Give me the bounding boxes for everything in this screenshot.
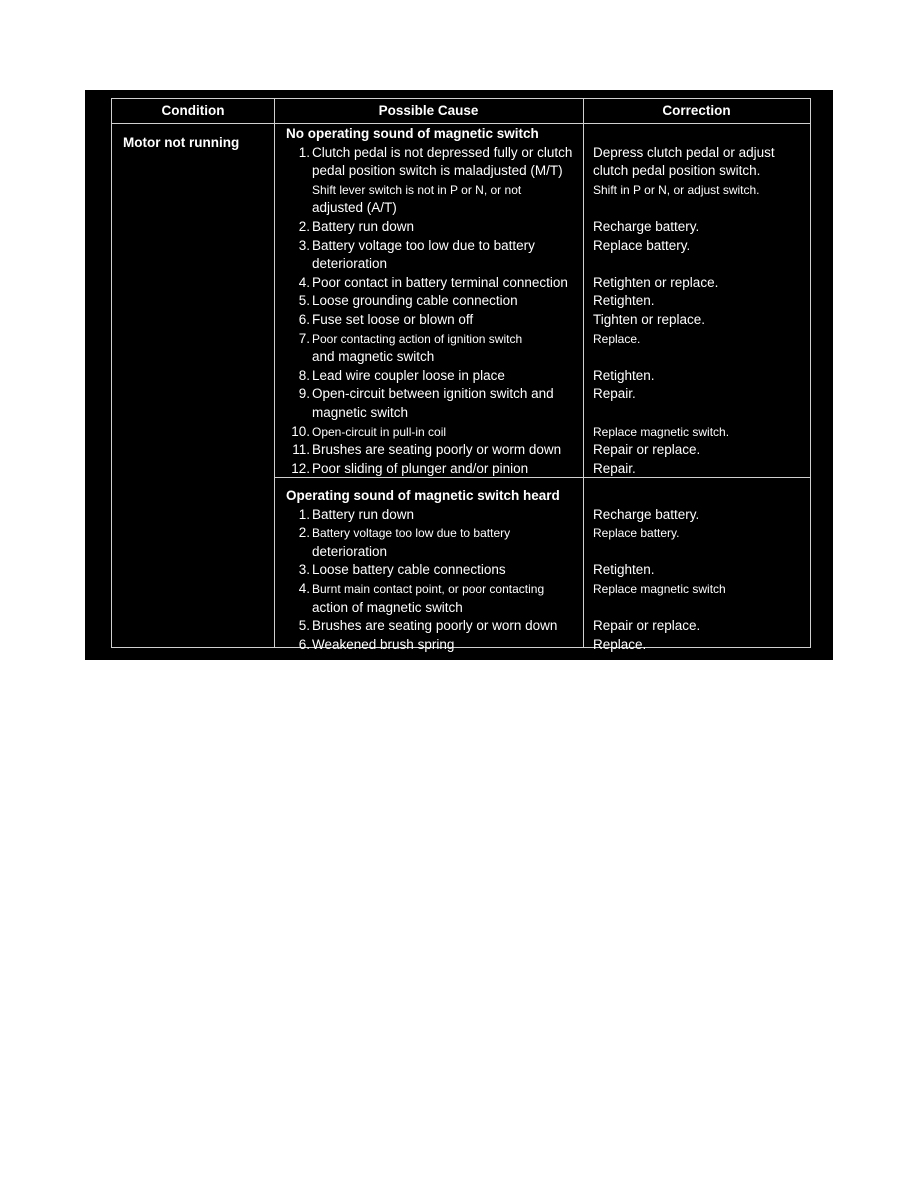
cause-line: Burnt main contact point, or poor contacting (312, 581, 545, 596)
cause-line: Battery run down (312, 506, 415, 522)
correction-line: Retighten. (593, 293, 655, 309)
cause-line: Open-circuit in pull-in coil (312, 424, 447, 439)
item-number: 3. (298, 562, 310, 578)
item-number: 10. (291, 423, 310, 439)
condition-cell: Motor not running (123, 135, 240, 150)
cause-line: Poor contacting action of ignition switch (312, 331, 523, 346)
cause-line: adjusted (A/T) (312, 200, 397, 216)
item-number: 3. (298, 237, 310, 253)
correction-line: Repair. (593, 460, 636, 476)
cause-line: Poor contact in battery terminal connection (312, 274, 568, 290)
correction-line: Replace battery. (593, 526, 680, 541)
cause-line: Lead wire coupler loose in place (312, 367, 505, 383)
item-number: 7. (298, 330, 310, 346)
item-number: 6. (298, 311, 310, 327)
cause-line: Clutch pedal is not depressed fully or clutch (312, 144, 573, 160)
header-correction: Correction (662, 103, 731, 118)
group-title: Operating sound of magnetic switch heard (286, 488, 560, 503)
correction-line: Repair. (593, 386, 636, 402)
cause-line: pedal position switch is maladjusted (M/T) (312, 163, 563, 179)
column-divider (274, 99, 275, 647)
group-title: No operating sound of magnetic switch (286, 126, 539, 141)
item-number: 12. (291, 460, 310, 476)
correction-line: Replace magnetic switch. (593, 424, 730, 439)
item-number: 4. (298, 274, 310, 290)
item-number: 4. (298, 580, 310, 596)
item-number: 1. (298, 506, 310, 522)
cause-line: Shift lever switch is not in P or N, or not (312, 182, 522, 197)
correction-line: Depress clutch pedal or adjust (593, 144, 775, 160)
correction-line: Recharge battery. (593, 506, 700, 522)
header-possible-cause: Possible Cause (378, 103, 479, 118)
item-number: 5. (298, 293, 310, 309)
header-condition: Condition (161, 103, 225, 118)
cause-line: deterioration (312, 256, 388, 272)
cause-line: Brushes are seating poorly or worm down (312, 442, 562, 458)
cause-line: Loose battery cable connections (312, 562, 506, 578)
header-rule (112, 123, 810, 124)
cause-line: deterioration (312, 543, 388, 559)
item-number: 8. (298, 367, 310, 383)
correction-line: Retighten. (593, 562, 655, 578)
item-number: 5. (298, 618, 310, 634)
item-number: 6. (298, 636, 310, 652)
correction-line: Recharge battery. (593, 218, 700, 234)
cause-line: Brushes are seating poorly or worn down (312, 618, 558, 634)
correction-line: Replace magnetic switch (593, 581, 726, 596)
correction-line: Retighten or replace. (593, 274, 719, 290)
cause-line: Loose grounding cable connection (312, 293, 518, 309)
correction-line: Repair or replace. (593, 618, 701, 634)
cause-line: action of magnetic switch (312, 599, 463, 615)
correction-line: Replace. (593, 636, 647, 652)
cause-line: Poor sliding of plunger and/or pinion (312, 460, 529, 476)
correction-line: clutch pedal position switch. (593, 163, 761, 179)
cause-line: Fuse set loose or blown off (312, 311, 474, 327)
correction-line: Replace battery. (593, 237, 691, 253)
item-number: 1. (298, 144, 310, 160)
cause-line: Battery voltage too low due to battery (312, 237, 535, 253)
correction-line: Replace. (593, 331, 641, 346)
item-number: 9. (298, 386, 310, 402)
trouble-table-panel (85, 90, 833, 660)
item-number: 2. (298, 525, 310, 541)
cause-line: and magnetic switch (312, 349, 435, 365)
correction-line: Retighten. (593, 367, 655, 383)
cause-line: Battery voltage too low due to battery (312, 526, 511, 541)
item-number: 11. (292, 442, 310, 458)
column-divider (583, 99, 584, 647)
item-number: 2. (298, 218, 310, 234)
cause-line: Weakened brush spring (312, 636, 455, 652)
correction-line: Repair or replace. (593, 442, 701, 458)
correction-line: Tighten or replace. (593, 311, 706, 327)
cause-line: magnetic switch (312, 404, 409, 420)
correction-line: Shift in P or N, or adjust switch. (593, 182, 760, 197)
table-frame (111, 98, 811, 652)
cause-line: Open-circuit between ignition switch and (312, 386, 554, 402)
cause-line: Battery run down (312, 218, 415, 234)
